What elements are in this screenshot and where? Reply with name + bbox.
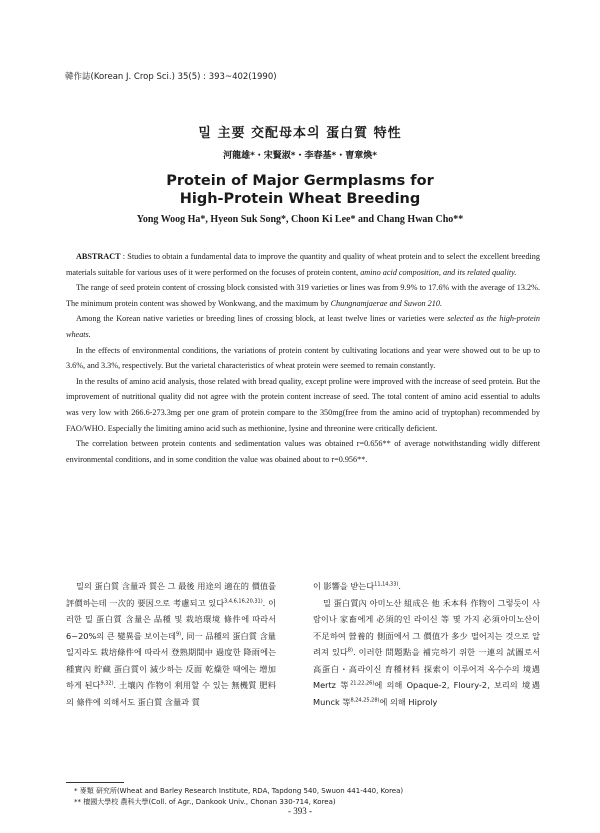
abstract-text: The range of seed protein content of crossing block consisted with 319 varieties or lines was from 9.9% to 17.6% with the average of 13.2%. The minimum protein content was showed by Wonkwang, and the maximum by <box>66 283 540 308</box>
title-english-line1: Protein of Major Germplasms for <box>166 173 434 189</box>
title-english-line2: High-Protein Wheat Breeding <box>179 191 421 207</box>
citation-ref: 21,22,26) <box>350 680 375 687</box>
body-paragraph: 이 影響을 받는다$^{11,14,33)}$. <box>313 581 401 591</box>
footnote-affiliation-1: * 麥類 研究所(Wheat and Barley Research Institute, RDA, Tapdong 540, Swuon 441-440, Korea) <box>74 787 404 795</box>
footnote-divider <box>66 782 124 783</box>
citation-ref: 3,4,6,16,20,31) <box>224 597 263 604</box>
abstract-text-italic: selected as the high-protein wheats. <box>66 314 540 339</box>
body-column-right <box>313 578 540 710</box>
body-paragraph: 밀의 蛋白質 含量과 質은 그 最後 用途의 適在的 價值를 評價하는데 一次的 要因으로 考慮되고 있다$^{3,4,6,16,20,31)}$. 이러한 밀 蛋白質 含量은 品種 및 栽培環境 條件에 따라서 6~20%의 큰 變異를 보이는데$^{9)}$, 同一 品種의 蛋白質 含量일지라도 栽培條件에 따라서 登熟期間中 過度한 降雨에는 種實內 貯藏 蛋白質이 減少하는 反面 乾燥한 때에는 增加하게 된다$^{9,32)}$. 土壤內 作物이 利用할 수 있는 無機質 肥料의 條件에 의해서도 蛋白質 含量과 質 <box>66 581 276 707</box>
body-paragraph: 밀 蛋白質內 아미노산 組成은 他 禾本科 作物이 그렇듯이 사람이나 家畜에게 必須的인 라이신 等 몇 가지 必須아미노산이 不足하여 營養的 側面에서 그 價值가 多少 떨어지는 것으로 알려져 있다$^{8)}$. 이러한 問題點을 補完하기 위한 一連의 試圖로서 高蛋白・高라이신 育種材料 探索이 이루어져 옥수수의 境遇 Mertz 等$^{21,22,26)}$에 의해 Opaque-2, Floury-2, 보리의 境遇 Munck 等$^{8,24,25,28)}$에 의해 Hiproly <box>313 597 540 707</box>
abstract-paragraph: In the results of amino acid analysis, those related with bread quality, except proline were improved with the increase of seed protein. But the improvement of nutritional quality did not agree with the protein content increase of seed. The total content of amino acid essential to adults was very low with 266.6-273.3mg per one gram of protein compare to the 350mg(free from the amino acid of tryptophan) recommended by FAO/WHO. Especially the limiting amino acid such as methionine, lysine and threonine were critically deficient. <box>66 376 540 433</box>
journal-citation: 韓作誌(Korean J. Crop Sci.) 35(5) : 393~402(1990) <box>65 72 277 82</box>
abstract-paragraph: In the effects of environmental conditions, the variations of protein content by cultivating locations and year were showed out to be up to 3.6%, and 3.3%, respectively. But the varietal characteristics of wheat protein were seemed to remain constantly. <box>66 345 540 371</box>
citation-ref: 8) <box>347 647 353 654</box>
abstract-paragraph: ABSTRACT : Studies to obtain a fundamental data to improve the quantity and quality of wheat protein and to select the excellent breeding materials suitable for various uses of it were performed on the focuses of protein content, amino acid composition, and its related quality. <box>66 252 540 277</box>
footnotes <box>74 786 403 808</box>
abstract <box>66 249 540 467</box>
title-english <box>0 172 600 208</box>
citation-ref: 11,14,33) <box>374 581 399 588</box>
citation-ref: 9) <box>175 630 182 637</box>
citation-ref: 8,24,25,28) <box>350 696 380 703</box>
abstract-paragraph <box>66 280 540 311</box>
citation-ref: 9,32) <box>100 680 114 687</box>
title-korean: 밀 主要 交配母本의 蛋白質 特性 <box>198 126 402 141</box>
page-number: - 393 - <box>288 806 312 816</box>
abstract-text-italic: Chungnamjaerae and Suwon 210. <box>330 298 443 308</box>
abstract-paragraph <box>66 311 540 342</box>
authors-english: Yong Woog Ha*, Hyeon Suk Song*, Choon Ki Lee* and Chang Hwan Cho** <box>136 214 464 225</box>
abstract-label: ABSTRACT <box>76 252 121 261</box>
footnote-affiliation-2: ** 檀國大學校 農科大學(Coll. of Agr., Dankook Univ., Chonan 330-714, Korea) <box>74 798 336 806</box>
body-column-left <box>66 578 276 710</box>
abstract-text: Studies to obtain a fundamental data to improve the quantity and quality of wheat protein and to select the excellent breeding materials suitable for various uses of it were performed on the focuses of protein content, <box>66 252 540 277</box>
abstract-text: Among the Korean native varieties or breeding lines of crossing block, at least twelve lines or varieties were <box>76 314 448 324</box>
abstract-text-italic: amino acid composition, and its related quality. <box>360 267 517 277</box>
abstract-paragraph: The correlation between protein contents and sedimentation values was obtained r=0.656** of average notwithstanding widly different environmental conditions, and in some condition the value was obained about to r=0.956**. <box>66 439 540 464</box>
authors-korean: 河龍雄*・宋賢淑*・李春基*・曺章煥* <box>223 151 377 161</box>
